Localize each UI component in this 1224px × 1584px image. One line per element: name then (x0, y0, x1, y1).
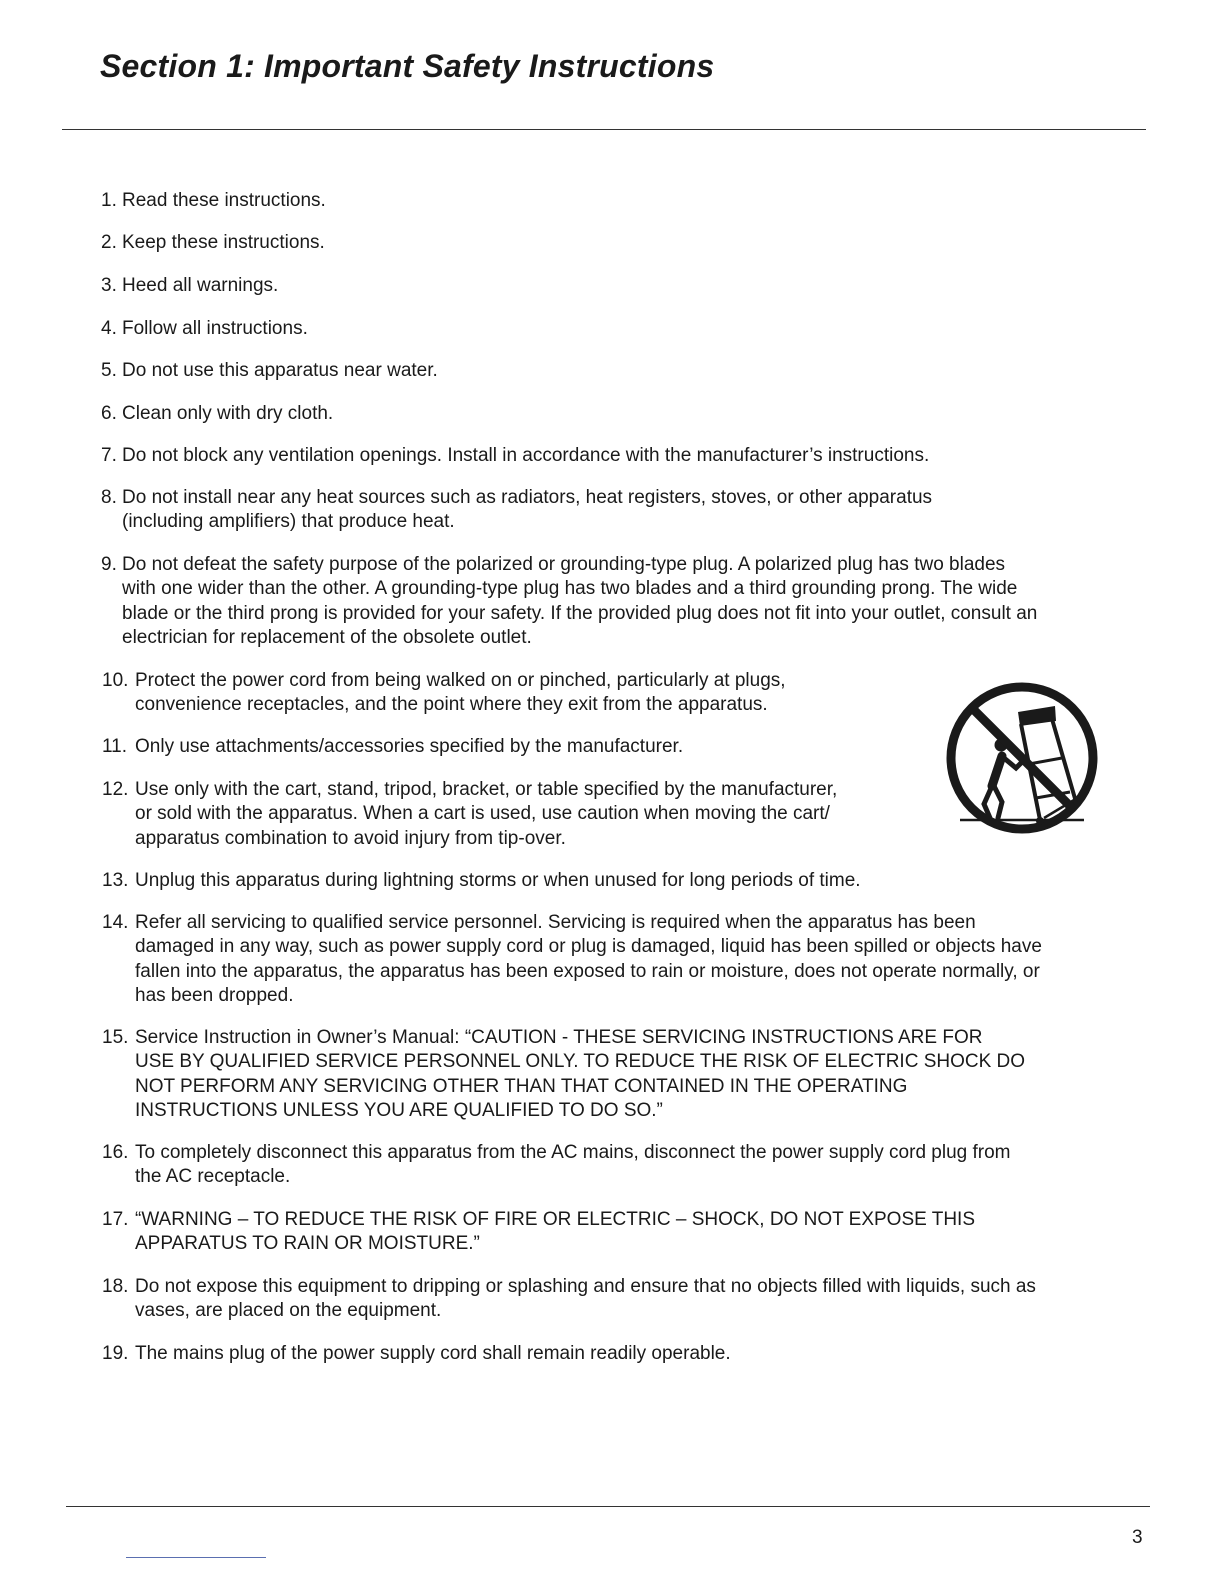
instruction-text: Do not expose this equipment to dripping or splashing and ensure that no objects filled with liquids, such as vases, are placed on the equipment. (135, 1276, 1036, 1322)
instruction-text: Only use attachments/accessories specified by the manufacturer. (135, 736, 684, 757)
instruction-number: 17. (102, 1209, 129, 1230)
instruction-number: 8. (101, 487, 117, 508)
instruction-item (102, 778, 837, 851)
instruction-number: 9. (101, 554, 117, 575)
instruction-item (101, 274, 278, 298)
instruction-item (102, 735, 683, 759)
footer-divider (66, 1506, 1150, 1507)
instruction-number: 10. (102, 670, 129, 691)
instruction-text: Service Instruction in Owner’s Manual: “CAUTION - THESE SERVICING INSTRUCTIONS ARE FOR USE BY QUALIFIED SERVICE PERSONNEL ONLY. TO REDUCE THE RISK OF ELECTRIC SHOCK DO NOT PERFORM ANY SERVICING OTHER THAN THAT CONTAINED IN THE OPERATING INSTRUCTIONS UNLESS YOU ARE QUALIFIED TO DO SO.” (135, 1027, 1026, 1122)
instruction-text: Do not block any ventilation openings. Install in accordance with the manufacturer’s instructions. (122, 445, 930, 466)
instruction-item (102, 1208, 975, 1257)
instruction-number: 18. (102, 1276, 129, 1297)
instruction-item (102, 669, 786, 718)
instruction-text: Read these instructions. (122, 190, 326, 211)
instruction-item (101, 359, 438, 383)
instruction-text: Keep these instructions. (122, 232, 325, 253)
instruction-number: 2. (101, 232, 117, 253)
instruction-number: 3. (101, 275, 117, 296)
instruction-item (101, 486, 932, 535)
instruction-item (101, 189, 326, 213)
instruction-item (101, 402, 333, 426)
page-title: Section 1: Important Safety Instructions (100, 48, 715, 84)
instruction-text: Use only with the cart, stand, tripod, bracket, or table specified by the manufacturer, or sold with the apparatus. When a cart is used, use caution when moving the cart/ apparatus combination to avoid injury from tip-over. (135, 779, 838, 849)
instruction-item (102, 1026, 1025, 1124)
instruction-item (102, 1342, 731, 1366)
instruction-text: Follow all instructions. (122, 318, 308, 339)
instruction-text: The mains plug of the power supply cord shall remain readily operable. (135, 1343, 731, 1364)
instruction-text: Heed all warnings. (122, 275, 279, 296)
instruction-text: “WARNING – TO REDUCE THE RISK OF FIRE OR ELECTRIC – SHOCK, DO NOT EXPOSE THIS APPARATUS TO RAIN OR MOISTURE.” (135, 1209, 976, 1255)
instruction-number: 4. (101, 318, 117, 339)
instruction-number: 14. (102, 912, 129, 933)
instruction-number: 11. (102, 736, 128, 757)
instruction-text: Clean only with dry cloth. (122, 403, 334, 424)
instruction-number: 1. (101, 190, 117, 211)
footer-mark (126, 1557, 266, 1558)
instruction-number: 5. (101, 360, 117, 381)
cart-tip-over-warning-icon (944, 680, 1100, 836)
instruction-text: Unplug this apparatus during lightning storms or when unused for long periods of time. (135, 870, 861, 891)
instruction-number: 13. (102, 870, 129, 891)
instruction-number: 15. (102, 1027, 129, 1048)
instruction-item (102, 911, 1042, 1009)
instruction-number: 12. (102, 779, 129, 800)
instruction-text: To completely disconnect this apparatus from the AC mains, disconnect the power supply cord plug from the AC receptacle. (135, 1142, 1011, 1188)
instruction-number: 16. (102, 1142, 129, 1163)
instruction-text: Do not install near any heat sources such as radiators, heat registers, stoves, or other apparatus (including amplifiers) that produce heat. (122, 487, 933, 533)
instruction-item (102, 1141, 1011, 1190)
instruction-item (101, 231, 325, 255)
instruction-number: 19. (102, 1343, 129, 1364)
page-number: 3 (1132, 1527, 1143, 1548)
instruction-text: Do not use this apparatus near water. (122, 360, 438, 381)
instruction-item (101, 317, 308, 341)
instruction-item (101, 444, 929, 468)
instruction-text: Protect the power cord from being walked on or pinched, particularly at plugs, convenience receptacles, and the point where they exit from the apparatus. (135, 670, 786, 716)
instruction-item (102, 869, 861, 893)
instruction-number: 6. (101, 403, 117, 424)
instruction-text: Refer all servicing to qualified service personnel. Servicing is required when the apparatus has been damaged in any way, such as power supply cord or plug is damaged, liquid has been spilled or objects have fallen into the apparatus, the apparatus has been exposed to rain or moisture, does not operate normally, or has been dropped. (135, 912, 1042, 1007)
instruction-text: Do not defeat the safety purpose of the polarized or grounding-type plug. A polarized plug has two blades with one wider than the other. A grounding-type plug has two blades and a third grounding prong. The wide blade or the third prong is provided for your safety. If the provided plug does not fit into your outlet, consult an electrician for replacement of the obsolete outlet. (122, 554, 1038, 649)
header-divider (62, 129, 1146, 130)
instruction-number: 7. (101, 445, 117, 466)
instruction-item (101, 553, 1037, 651)
instruction-item (102, 1275, 1036, 1324)
